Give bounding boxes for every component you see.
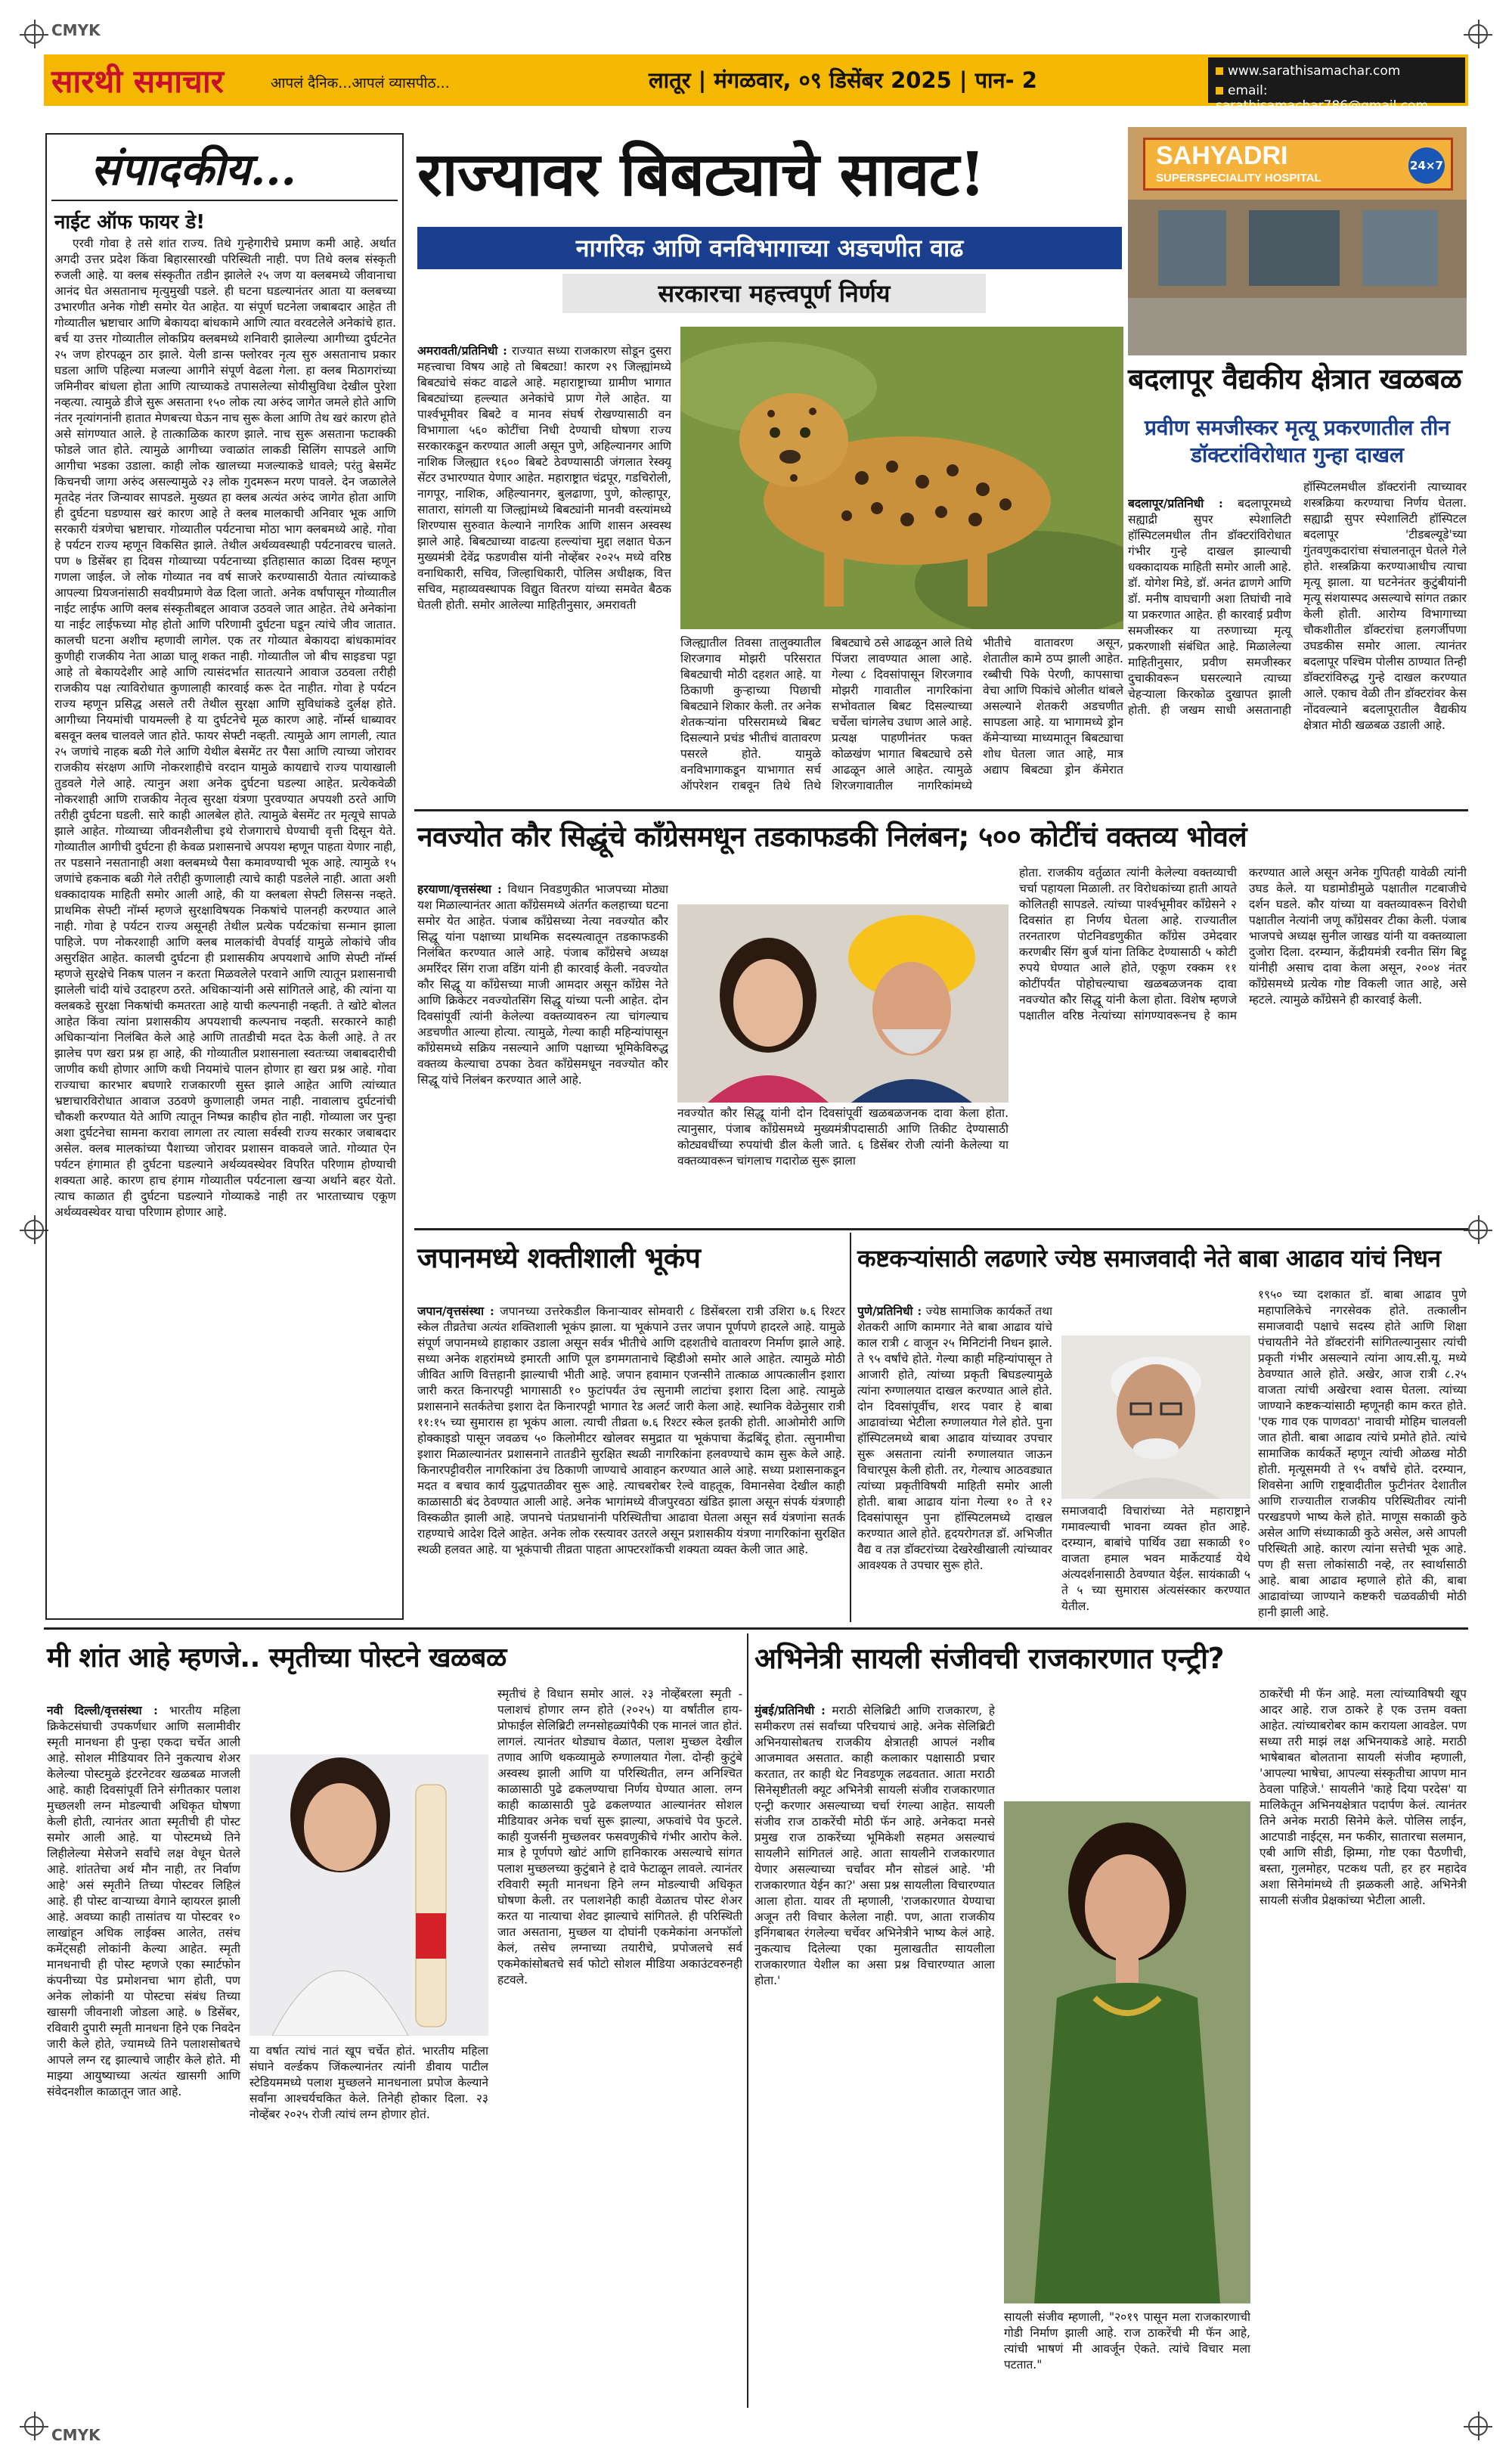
editorial-rule [51, 200, 398, 201]
divider-1 [414, 809, 1468, 811]
registration-mark-bottom-right [1468, 2416, 1488, 2436]
adhav-body-left-text: ज्येष्ठ सामाजिक कार्यकर्ते तथा शेतकरी आणि कामगार नेते बाबा आढाव यांचे काल रात्री ८ वाजून २५ मिनिटांनी निधन झाले. ते ९५ वर्षांचे होते. गेल्या काही महिन्यांपासून ते आजारी होते, त्यांच्या प्रकृती बिघडल्यामुळे त्यांना रुग्णालयात दाखल करण्यात आले होते. दोन दिवसांपूर्वीच, शरद पवार हे बाबा आढावांच्या भेटीला रुग्णालयात गेले होते. पुना हॉस्पिटलमध्ये बाबा आढाव यांच्यावर उपचार सुरू असताना त्यांनी रुग्णालयात जाऊन विचारपूस केली होती. तर, गेल्याच आठवड्यात त्यांच्या प्रकृतीविषयी माहिती समोर आली होती. बाबा आढाव यांना गेल्या १० ते १२ दिवसांपासून पुना हॉस्पिटलमध्ये दाखल करण्यात आले होते. हृदयरोगतज्ञ डॉ. अभिजीत वैद्य व तज्ञ डॉक्टरांच्या देखरेखीखाली त्यांच्यावर आवश्यक ते उपचार सुरू होते. [857, 1304, 1052, 1572]
email-icon [1216, 87, 1223, 95]
sidhu-photo-caption: नवज्योत कौर सिद्धू यांनी दोन दिवसांपूर्वी खळबळजनक दावा केला होता. त्यानुसार, पंजाब काँग्रेसमध्ये मुख्यमंत्रीपदासाठी आणि तिकीट देण्यासाठी कोट्यवधींच्या रुपयांची डील केली जाते. ६ डिसेंबर रोजी त्यांनी केलेल्या या वक्तव्यावरून चांगलाच गदारोळ सुरू झाला [677, 1106, 1009, 1168]
japan-byline: जपान/वृत्तसंस्था : [417, 1304, 494, 1318]
divider-vertical-japan [850, 1233, 851, 1622]
masthead-date-line: लातूर | मंगळवार, ०९ डिसेंबर 2025 | पान- 2 [649, 67, 1037, 93]
sayali-photo [1004, 1801, 1250, 2303]
lead-body-left-text: राज्यात सध्या राजकारण सोडून दुसरा महत्त्वाचा विषय आहे तो बिबट्या! कारण २९ जिल्ह्यांमध्ये बिबट्यांचे संकट वाढले आहे. महाराष्ट्राच्या ग्रामीण भागात बिबट्यांच्या हल्ल्यात अनेकांचे प्राण गेले आहेत. या पार्श्वभूमीवर बिबटे व मानव संघर्ष रोखण्यासाठी वन विभागाला ५६० कोटींचा निधी देण्याची घोषणा राज्य सरकारकडून करण्यात आली असून पुणे, अहिल्यानगर आणि नाशिक जिल्ह्यात १६०० बिबटे ठेवण्यासाठी जंगलात रेस्क्यू सेंटर उभारण्यात येणार आहेत. महाराष्ट्रात चंद्रपूर, गडचिरोली, नागपूर, नाशिक, अहिल्यानगर, बुलढाणा, पुणे, कोल्हापूर, सातारा, सांगली या जिल्ह्यांमध्ये बिबट्यांनी मानवी वस्त्यांमध्ये शिरण्यास सुरुवात केल्याने नागरिक आणि शासन अस्वस्थ झाले आहे. बिबट्याच्या वाढत्या हल्ल्यांचा मुद्दा लक्षात घेऊन मुख्यमंत्री देवेंद्र फडणवीस यांनी नोव्हेंबर २०२५ मध्ये वरिष्ठ वनाधिकारी, सचिव, जिल्हाधिकारी, पोलिस अधीक्षक, वित्त सचिव, महाव्यवस्थापक विद्युत वितरण यांच्या समवेत बैठक घेतली होती. समोर आलेल्या माहितीनुसार, अमरावती [417, 344, 671, 612]
hospital-sign-name: SAHYADRI [1156, 141, 1288, 170]
sidhu-photo [677, 904, 1009, 1103]
smriti-photo [249, 1754, 488, 2036]
japan-body [417, 1287, 845, 1620]
sidhu-body-left [417, 865, 668, 1219]
sidhu-body-left-text: विधान निवडणुकीत भाजपच्या मोठ्या यश मिळाल्यानंतर आता काँग्रेसमध्ये अंतर्गत कलहाच्या घटना समोर येत आहेत. पंजाब काँग्रेसच्या नेत्या नवज्योत कौर सिद्धू यांना पक्षाच्या प्राथमिक सदस्यत्वातून तडकाफडकी निलंबित करण्यात आले आहे. पंजाब काँग्रेसचे अध्यक्ष अमरिंदर सिंग राजा वडिंग यांनी ही कारवाई केली. नवज्योत कौर सिद्धू या काँग्रेसच्या माजी आमदार असून काँग्रेस नेते आणि क्रिकेटर नवज्योतसिंग सिद्धू यांच्या पत्नी आहेत. दोन दिवसांपूर्वी त्यांनी केलेल्या वक्तव्यावरुन त्या चांगल्याच अडचणीत आल्या होत्या. त्यामुळे, गेल्या काही महिन्यांपासून काँग्रेसमध्ये सक्रिय नसल्याने आणि पक्षाच्या भूमिकेविरुद्ध वक्तव्य केल्याचा ठपका ठेवत काँग्रेसमधून नवज्योत कौर सिद्धू यांचे निलंबन करण्यात आले आहे. [417, 883, 668, 1087]
sayali-body-left [754, 1686, 995, 2405]
adhav-photo [1061, 1335, 1250, 1499]
sayali-body-left-text: मराठी सेलिब्रिटी आणि राजकारण, हे समीकरण तसं सर्वांच्या परिचयाचं आहे. अनेक सेलिब्रिटी अभिनयासोबतच राजकीय क्षेत्रातही आपलं नशीब आजमावत असतात. काही कलाकार पक्षासाठी प्रचार करतात, तर काही थेट निवडणूक लढवतात. आता मराठी सिनेसृष्टीतली क्यूट अभिनेत्री सायली संजीव राजकारणात एन्ट्री करणार असल्याच्या चर्चा रंगल्या आहेत. सायली संजीव राज ठाकरेंची मोठी फॅन आहे. अनेकदा मनसे प्रमुख राज ठाकरेंच्या भूमिकेशी सहमत असल्याचं सायलीने सांगितलं आहे. आता सायलीने राजकारणात येणार असल्याच्या चर्चांवर मौन सोडलं आहे. 'मी राजकारणात येईन का?' असा प्रश्न सायलीला विचारण्यात आला होता. यावर ती म्हणाली, 'राजकारणात येण्याचा अजून तरी विचार केलेला नाही. पण, आता राजकीय इनिंगबाबत रंगलेल्या चर्चेवर अभिनेत्रीने भाष्य केलं आहे. नुकत्याच दिलेल्या एका मुलाखतीत सायलीला राजकारणात येशील का असा प्रश्न विचारण्यात आला होता.' [754, 1704, 995, 1987]
hospital-sign-sub: SUPERSPECIALITY HOSPITAL [1156, 172, 1321, 185]
masthead-contact [1208, 57, 1465, 113]
hospital-sign-badge: 24×7 [1408, 147, 1445, 184]
smriti-headline: मी शांत आहे म्हणजे.. स्मृतीच्या पोस्टने खळबळ [47, 1643, 507, 1674]
editorial-box [45, 133, 404, 1620]
lead-byline: अमरावती/प्रतिनिधी : [417, 343, 507, 358]
hospital-byline: बदलापूर/प्रतिनिधी : [1128, 496, 1223, 510]
adhav-byline: पुणे/प्रतिनिधी : [857, 1304, 922, 1318]
masthead-tagline: आपलं दैनिक...आपलं व्यासपीठ... [271, 75, 450, 92]
lead-body-left [417, 327, 671, 797]
adhav-body-right: १९५० च्या दशकात डॉ. बाबा आढाव पुणे महापालिकेचे नगरसेवक होते. तत्कालीन समाजवादी पक्षाचे सदस्य होते आणि शिक्षा पंचायतीने नेते डॉक्टरांनी सांगितल्यानुसार त्यांची प्रकृती गंभीर असल्याने त्यांना आय.सी.यू. मध्ये ठेवण्यात आले होते. अखेर, आज रात्री ८.२५ वाजता त्यांची अखेरचा श्वास घेतला. त्यांच्या जाण्याने कष्टकऱ्यांसाठी म्हणूनही काम करत होते. 'एक गाव एक पाणवठा' नावाची मोहिम चालवली जात होती. बाबा आढाव त्यांचे प्रमोते होते. त्यांचे सामाजिक कार्यकर्ते म्हणून त्यांची ओळख मोठी होती. मृत्यूसमयी ते ९५ वर्षांचे होते. दरम्यान, शिवसेना आणि राष्ट्रवादीतील फुटीनंतर देशातील आणि राज्यातील राजकीय परिस्थितीवर त्यांनी परखडपणे भाष्य केले होते. माणूस सकाळी कुठे असेल आणि संध्याकाळी कुठे असेल, असे आपली परिस्थिती आहे. कारण त्यांना सत्तेची भूक आहे. पण ही सत्ता लोकांसाठी नव्हे, तर स्वार्थासाठी आहे. बाबा आढाव म्हणाले होते की, बाबा आढावांच्या जाण्याने कष्टकरी चळवळीची मोठी हानी झाली आहे. [1258, 1288, 1467, 1619]
registration-mark-top-left [24, 24, 44, 44]
lead-subhead-2: सरकारचा महत्त्वपूर्ण निर्णय [562, 274, 986, 313]
cmyk-mark-bottom: CMYK [51, 2426, 101, 2444]
divider-3 [44, 1627, 1468, 1630]
leopard-illustration [680, 327, 1123, 629]
registration-mark-bottom-left [24, 2416, 44, 2436]
sayali-headline: अभिनेत्री सायली संजीवची राजकारणात एन्ट्री? [754, 1642, 1225, 1675]
divider-2 [414, 1228, 1468, 1230]
smriti-body-right: स्मृतीचं हे विधान समोर आलं. २३ नोव्हेंबरला स्मृती - पलाशचं होणार लग्न होते (२०२५) या वर्षांतील हाय-प्रोफाईल सेलिब्रिटी लग्नसोहळ्यांपैकी एक मानलं जात होतं. लागलं. त्यानंतर थोड्याच वेळात, पलाश मुच्छल देखील तणाव आणि थकव्यामुळे रुग्णालयात गेला. दोन्ही कुटुंबे अस्वस्थ झाली आणि या परिस्थितीत, लग्न अनिश्चित काळासाठी पुढे ढकलण्याचा निर्णय घेण्यात आला. लग्न काही काळासाठी पुढे ढकलण्यात आल्यानंतर सोशल मीडियावर अनेक चर्चा सुरू झाल्या, अफवांचे पेव फुटले. काही युजर्सनी मुच्छलवर फसवणुकीचे गंभीर आरोप केले. मात्र हे पूर्णपणे खोटं आणि हानिकारक असल्याचे सांगत पलाश मुच्छलच्या कुटुंबाने हे दावे फेटाळून लावले. त्यानंतर रविवारी स्मृती मानधना हिने लग्न मोडल्याची अधिकृत घोषणा केली. तर पलाशनेही काही वेळातच पोस्ट शेअर करत या नात्याचा शेवट झाल्याचे सांगितले. ही परिस्थिती जात असताना, मुच्छल या दोघांनी एकमेकांना अनफॉलो केलं, तसेच लग्नाच्या तयारीचे, प्रपोजलचे सर्व एकमेकांसोबतचे सर्व फोटो सोशल मीडिया अकाउंटवरुनही हटवले. [497, 1687, 742, 1987]
smriti-byline: नवी दिल्ली/वृत्तसंस्था : [47, 1703, 158, 1717]
web-icon [1216, 67, 1223, 75]
sayali-byline: मुंबई/प्रतिनिधी : [754, 1703, 826, 1717]
adhav-portrait-illustration [1061, 1335, 1250, 1499]
website-link[interactable]: www.sarathisamachar.com [1228, 64, 1401, 79]
masthead-band [44, 54, 1468, 113]
email-link[interactable]: email: sarathisamachar786@gmail.com [1216, 83, 1428, 113]
lead-body-bottom: जिल्ह्यातील तिवसा तालुक्यातील शिरजगाव मोझरी परिसरात बिबट्याची मोठी दहशत आहे. या ठिकाणी कुऱ्हाच्या पिछाची बिबट्याने शिकार केली. तर अनेक शेतकऱ्यांना परिसरामध्ये बिबट दिसल्याने प्रचंड भीतीचं वातावरण पसरले होते. यामुळे वनविभागाकडून याभागात सर्च ऑपरेशन राबवून तिथे तिथे बिबट्याचे ठसे आढळून आले तिथे पिंजरा लावण्यात आला आहे. गेल्या ८ दिवसांपासून शिरजगाव मोझरी गावातील नागरिकांना सभोवताल बिबट दिसल्याच्या चर्चेला चांगलेच उधाण आले आहे. प्रत्यक्ष पाहणीनंतर फक्त कोळखंण भागात बिबट्याचे ठसे आढळून आले आहेत. त्यामुळे शिरजगावातील नागरिकांमध्ये भीतीचे वातावरण असून, शेतातील कामे ठप्प झाली आहेत. रब्बीची पिके पेरणी, कापसाचा वेचा आणि पिकांचे ओलीत थांबले असल्याने शेतकरी अडचणीत सापडला आहे. या भागामध्ये ड्रोन कॅमेऱ्याच्या माध्यमातून बिबट्याचा शोध घेतला जात आहे, मात्र अद्याप बिबट्या ड्रोन कॅमेरात [680, 636, 1123, 793]
japan-body-text: जपानच्या उत्तरेकडील किनाऱ्यावर सोमवारी ८ डिसेंबरला रात्री उशिरा ७.६ रिश्टर स्केल तीव्रतेचा अत्यंत शक्तिशाली भूकंप झाला. या भूकंपाने उत्तर जपान पूर्णपणे हादरले आहे. यामुळे संपूर्ण जपानमध्ये हाहाकार उडाला असून सर्वत्र भीतीचे आणि दहशतीचे वातावरण निर्माण झाले आहे. सध्या अनेक शहरांमध्ये इमारती आणि पूल डगमगतानाचे व्हिडीओ समोर आले आहेत. त्यामुळे मोठी जीवित आणि वित्तहानी झाल्याची भीती आहे. जपान हवामान एजन्सीने तात्काळ आपत्कालीन इशारा जारी करत किनारपट्टी भागासाठी १० फुटांपर्यंत उंच त्सुनामी लाटांचा इशारा दिला आहे. त्यामुळे प्रशासनाने सतर्कतेचा इशारा देत किनारपट्टी भागात रेड अलर्ट जारी केला आहे. स्थानिक वेळेनुसार रात्री ११:१५ च्या सुमारास हा भूकंप आला. त्याची तीव्रता ७.६ रिश्टर स्केल इतकी होती. आओमोरी आणि होक्काइडो पासून जवळच ५० किलोमीटर खोलवर समुद्रात या भूकंपाचा केंद्रबिंदू होता. त्सुनामीचा इशारा मिळाल्यानंतर प्रशासनाने तातडीने सुरक्षित स्थळी नागरिकांना हलवण्याचे काम सुरू केले आहे. किनारपट्टीवरील नागरिकांना उंच ठिकाणी जाण्याचे आवाहन करण्यात आले आहे. सध्या प्रशासनाकडून मदत व बचाव कार्य युद्धपातळीवर सुरू आहे. त्याचबरोबर रेल्वे वाहतूक, विमानसेवा देखील काही काळासाठी बंद ठेवण्यात आली आहे. अनेक भागांमध्ये वीजपुरवठा खंडित झाला असून संपर्क यंत्रणाही विस्कळीत झाली आहे. जपानचे पंतप्रधानांनी परिस्थितीचा आढावा घेतला असून सर्व यंत्रणांना सतर्क राहण्याचे आदेश दिले आहेत. अनेक लोक रस्त्यावर उतरले असून प्रशासकीय यंत्रणा नागरिकांना सुरक्षित स्थळी हलवत आहे. या भूकंपाची तीव्रता पाहता आफ्टरशॉकची शक्यता व्यक्त केली जात आहे. [417, 1304, 845, 1556]
sidhu-byline: हरयाणा/वृत्तसंस्था : [417, 882, 502, 896]
cmyk-mark-top: CMYK [51, 21, 101, 39]
hospital-body-text: बदलापूरमध्ये सह्याद्री सुपर स्पेशालिटी हॉस्पिटलमधील तीन डॉक्टरांविरोधात गंभीर गुन्हे दाखल झाल्याची धक्कादायक माहिती समोर आली आहे. डॉ. योगेश मिडे, डॉ. अनंत ढाणगे आणि डॉ. मनीष वाघचागी अशा तिघांची नावे या प्रकरणात आहेत. ही कारवाई प्रवीण समजीस्कर या तरुणाच्या मृत्यू प्रकरणाशी संबंधित आहे. मिळालेल्या माहितीनुसार, प्रवीण समजीस्कर दुचाकीवरून घसरल्याने त्याच्या चेहऱ्याला किरकोळ दुखापत झाली होती. ही जखम साधी असतानाही हॉस्पिटलमधील डॉक्टरांनी त्याच्यावर शस्त्रक्रिया करण्याचा निर्णय घेतला. सह्याद्री सुपर स्पेशालिटी हॉस्पिटल बदलापूर 'टीडबल्यूडे'च्या गुंतवणुकदारांचा संचालनातून घेतले गेले होते. शस्त्रक्रिया करण्याआधीच त्याचा मृत्यू झाला. या घटनेनंतर कुटुंबीयांनी मृत्यू संशयास्पद असल्याचे सांगत तक्रार केली होती. आरोग्य विभागाच्या चौकशीतील डॉक्टरांचा हलगर्जीपणा उघडकीस समोर आला. त्यानंतर बदलापूर पश्चिम पोलीस ठाण्यात तिन्ही डॉक्टरांविरुद्ध गुन्हे दाखल करण्यात आले. एकाच वेळी तीन डॉक्टरांवर केस नोंदवल्याने बदलापूरातील वैद्यकीय क्षेत्रात मोठी खळबळ उडाली आहे. [1128, 480, 1467, 732]
editorial-section-label: संपादकीय... [91, 144, 296, 195]
editorial-title: नाईट ऑफ फायर डे! [54, 211, 206, 234]
registration-mark-top-right [1468, 24, 1488, 44]
registration-mark-mid-right [1468, 1220, 1488, 1239]
smriti-portrait-illustration [249, 1754, 488, 2036]
adhav-body-left [857, 1287, 1052, 1620]
smriti-body-left [47, 1686, 240, 2405]
sidhu-headline: नवज्योत कौर सिद्धूंचे काँग्रेसमधून तडकाफडकी निलंबन; ५०० कोटींचं वक्तव्य भोवलं [417, 821, 1247, 853]
sayali-portrait-illustration [1004, 1801, 1250, 2303]
smriti-photo-caption: या वर्षात त्यांचं नातं खूप चर्चेत होतं. भारतीय महिला संघाने वर्ल्डकप जिंकल्यानंतर त्यांनी डीवाय पाटील स्टेडियममध्ये पलाश मुच्छलने मानधनाला प्रपोज केल्याने सर्वांना आश्चर्यचकित केले. तिनेही होकार दिला. २३ नोव्हेंबर २०२५ रोजी त्यांचं लग्न होणार होतं. [249, 2044, 488, 2121]
divider-vertical-bottom [747, 1633, 748, 2408]
leopard-photo [680, 327, 1123, 629]
lead-subhead-1: नागरिक आणि वनविभागाच्या अडचणीत वाढ [417, 227, 1122, 269]
japan-headline: जपानमध्ये शक्तीशाली भूकंप [417, 1242, 701, 1274]
adhav-headline: कष्टकऱ्यांसाठी लढणारे ज्येष्ठ समाजवादी नेते बाबा आढाव यांचं निधन [857, 1244, 1441, 1273]
hospital-sign [1143, 138, 1453, 191]
sidhu-body-right: होता. राजकीय वर्तुळात त्यांनी केलेल्या वक्तव्याची चर्चा पहायला मिळाली. तर विरोधकांच्या हाती आयते कोलितही सापडले. त्यांच्या पार्श्वभूमीवर काँग्रेसने २ दिवसांत हा निर्णय घेतला आहे. राज्यातील तरनतारण पोटनिवडणुकीत काँग्रेस उमेदवार करणबीर सिंग बुर्ज यांना तिकिट देण्यासाठी ५ कोटी रुपये घेण्यात आले होते, एकूण रक्कम ११ कोटींपर्यंत पोहोचल्याचा खळबळजनक दावा नवज्योत कौर सिद्धू यांनी केला होता. विशेष म्हणजे पक्षातील वरिष्ठ नेत्यांच्या सांगण्यावरूनच हे काम करण्यात आले असून अनेक गुपितही यावेळी त्यांनी उघड केले. या घडामोडीमुळे पक्षातील गटबाजीचे दर्शन घडले. कौर यांच्या या वक्तव्यावरून विरोधी पक्षातील नेत्यांनी जणू काँग्रेसवर टीका केली. पंजाब भाजपचे अध्यक्ष सुनील जाखड यांनी या वक्तव्याला दुजोरा दिला. दरम्यान, केंद्रीयमंत्री रवनीत सिंग बिट्टू यांनीही असाच दावा केला असून, २००४ नंतर काँग्रेसमध्ये प्रत्येक गोष्ट विकली जात आहे, असे म्हटले. त्यामुळे काँग्रेसने ही कारवाई केली. [1019, 866, 1467, 1022]
hospital-body [1128, 479, 1467, 797]
sayali-body-right: ठाकरेंची मी फॅन आहे. मला त्यांच्याविषयी खूप आदर आहे. राज ठाकरे हे एक उत्तम वक्ता आहेत. त्यांच्याबरोबर काम करायला आवडेल. पण सध्या तरी माझं लक्ष अभिनयाकडे आहे. मराठी भाषेबाबत बोलताना सायली संजीव म्हणाली, 'आपल्या भाषेचा, आपल्या संस्कृतीचा आपण मान ठेवला पाहिजे.' सायलीने 'काहे दिया परदेस' या मालिकेतून अभिनयक्षेत्रात पदार्पण केलं. त्यानंतर तिने अनेक मराठी सिनेमे केले. पोलिस लाईन, आटपाडी नाईट्स, मन फकीर, सातारचा सलमान, एबी आणि सीडी, झिम्मा, गोष्ट एका पैठणीची, बस्ता, गुलमोहर, पटकथ पती, हर हर महादेव अशा सिनेमांमध्ये ती झळकली आहे. अभिनेत्री सायली संजीव प्रेक्षकांच्या भेटीला आली. [1259, 1687, 1467, 1907]
hospital-photo [1128, 127, 1467, 355]
hospital-headline: बदलापूर वैद्यकीय क्षेत्रात खळबळ [1128, 362, 1462, 396]
registration-mark-mid-left [24, 1220, 44, 1239]
editorial-body: एरवी गोवा हे तसे शांत राज्य. तिथे गुन्हेगारीचे प्रमाण कमी आहे. अर्थात अगदी उत्तर प्रदेश किंवा बिहारसारखी परिस्थिती नाही. पण तिथे क्लब संस्कृती रुजली आहे. या क्लब संस्कृतीत तडीन झालेले २५ जण या क्लबमध्ये जीवानाचा आनंद घेत असतानाच मृत्युमुखी पडले. ही घटना घडल्यानंतर आता या क्लबच्या उभारणीत अनेक गोष्टी समोर येत आहेत. या संपूर्ण घटनेला जबाबदार आहेत ती गोव्यातील भ्रष्टाचार आणि बेकायदा बांधकामे आणि त्यात वरवटलेले अनेकांचे हात. बर्च या उत्तर गोव्यातील लोकप्रिय क्लबमध्ये शनिवारी झालेल्या आगीच्या दुर्घटनेत २५ जण होरपळून ठार झाले. येली डान्स फ्लोरवर नृत्य सुरु असतानाच प्रकार घडला आणि पहिल्या मजल्या आगीने संपूर्ण वेढला गेला. हा क्लब मिठागरांच्या जमिनीवर बांधला होता आणि त्याच्याकडे तपासलेल्या सोयीसुविधा देखील पुरेशा नव्हत्या. त्यामुळे डीजे सुरू असताना १५० लोक त्या अरुंद जागेत जमले होते आणि नंतर नृत्यांगनांनी हातात मेणबत्त्या घेऊन नाच सुरू केला आणि तेथ खरं कारण होते असे सांगण्यात आले. हे तात्काळिक कारण झाले. नाच सुरू असताना फटाक्की फोडले जात होते. त्यामुळे आगीच्या ज्वाळांत लाकडी सिलिंग सापडले आणि आगीचा भडका उडाला. काही लोक खालच्या मजल्याकडे धावले; परंतु बेसमेंट किचनची जागा अरुंद असल्यामुळे २३ लोक गुदमरून मरण पावले. देन जळालेले मृतदेह नंतर जिन्यावर सापडले. मुख्यत हा क्लब अत्यंत अरुंद जागेत होता आणि ही दुर्घटना घडण्यास खरं कारण आहे ते क्लब मालकाची अनिवार भूक आणि सरकारी यंत्रणेचा भ्रष्टाचार. गोव्यातील पर्यटनाचा मोठा भाग क्लबमध्ये आहे. गोवा हे पर्यटन राज्य म्हणून विकसित झाले. तेथील अर्थव्यवस्थाही पर्यटनावरच चालते. पण ७ डिसेंबर हा दिवस गोव्याच्या पर्यटनाच्या इतिहासात काळा दिवस म्हणून गणला जाईल. जे लोक गोव्यात नव वर्ष साजरे करण्यासाठी येतात त्यांच्याकडे आपल्या प्रियजनांसाठी सवयीप्रमाणे वेळ दिला जातो. अनेक वर्षांपासून गोव्यातील नाईट लाईफ आणि क्लब संस्कृतीबद्दल आवाज उठवले जात आहेत. तेथे अनेकांना या नाईट लाईफच्या मोह होतो आणि परिणामी दुर्घटना घडून त्यांचे जीव जातात. कालची घटना अशीच म्हणावी लागेल. एक तर गोव्यात बेकायदा बांधकामांवर कुणीही राजकीय नेता आळा घालू शकत नाही. गोव्यातील जो बीच साइडचा पट्टा आहे तो बेकायदेशीर आहे आणि त्यासंदर्भात सातत्याने आवाज उठवला तरीही राजकीय पक्ष त्याविरोधात कुणालाही कारवाई करू देत नाहीत. गोवा हे पर्यटन राज्य म्हणून प्रसिद्ध असले तरी तेथील सुरक्षा आणि सुविधांकडे दुर्लक्ष होते. आगीच्या नियमांची पायमल्ली हे या दुर्घटनेचे मूळ कारण आहे. नॉर्म्स धाब्यावर बसवून क्लब चालवले जात होते. फायर सेफ्टी नव्हती. त्यामुळे आग लागली, त्यात २५ जणांचे नाहक बळी गेले आणि येथील बेसमेंट तर पैसा आणि त्याच्या जोरावर राजकीय संरक्षण आणि नोकरशाहीचे वरदान यामुळे कायद्याचे राज्य पायाखाली तुडवले गेले आहे. त्यानुन अशा अनेक दुर्घटना घडल्या आहेत. प्रत्येकवेळी नोकरशाही आणि राजकीय नेतृत्व सुरक्षा यंत्रणा पुरवण्यात अपयशी ठरते आणि तरीही दुर्घटना घडली. सारे काही आलबेल होते. त्यामुळे बेसमेंट तर मृत्यूचे सापळे झाले आहेत. गोव्याच्या जीवनशैलीचा इथे रोजगाराचे घेण्याची वृत्ती दिसून येते. गोव्यातील आगीची दुर्घटना ही केवळ प्रशासनाचे अपयश म्हणून पाहता येणार नाही, तर पडसाने नसतानाही अशा क्लबमध्ये पैसा कमावण्याची भूक आहे. त्यामुळे १५ जणांचे हकनाक बळी गेले तरीही कुणालाही त्याचे काही पडलेले नाही. आता अशी धक्कादायक माहिती समोर आली आहे, की या क्लबला सेफ्टी लिसन्स नव्हते. प्राथमिक सेफ्टी नॉर्म्स म्हणजे सुरक्षाविषयक निकषांचे पालनही करण्यात आले नाही. गोवा हे पर्यटन राज्य असूनही तेथील प्रत्येक पर्यटकांचा सन्मान झाला पाहिजे. पण नोकरशाही आणि क्लब मालकांची वेपर्वाई यामुळे लोकांचे जीव असुरक्षित आहेत. कालची दुर्घटना ही प्रशासकीय अपयशाचे आणि सेफ्टी नॉर्म्स म्हणजे सुरक्षेचे निकष पालन न करता मिळवलेले परवाने आणि त्यातून प्रशासनाची झालेली चांदी यांचे उदाहरण ठरते. अधिकाऱ्यांनी असे सांगितले आहे, की त्यांना या क्लबकडे सुरक्षा निकषांची कमतरता आहे याची कल्पनाही नव्हती. ते खोटे बोलत आहेत किंवा त्यांना प्रशासकीय अपयशाची कल्पनाच नव्हती. सरकारने काही अधिकाऱ्यांना निलंबित केले आहे आणि तातडीची मदत देऊ केली आहे. ते तर झालेच पण खरा प्रश्न हा आहे, की गोव्यातील प्रशासनाला स्वतःच्या जबाबदारीची जाणीव कधी होणार आणि कधी नियमांचे पालन होणार हा खरा प्रश्न आहे. गोवा राज्याचा कारभार बघणारे राजकारणी सुस्त झाले आहेत आणि त्यांच्यात भ्रष्टाचारविरोधात आवाज उठवणे कुणालाही जमत नाही. नावालाच दुर्घटनांची चौकशी करण्यात येते आणि त्यातून निष्पन्न काहीच होत नाही. गोव्याला जर पुन्हा अशा दुर्घटनेचा सामना करावा लागला तर त्याला सर्वस्वी राज्य सरकार जबाबदार असेल. क्लब मालकांच्या पैशाच्या जोरावर प्रशासन वाकवले जाते. गोव्यात ऐन पर्यटन हंगामात ही दुर्घटना घडल्याने अर्थव्यवस्थेवर विपरित परिणाम होण्याची शक्यता आहे. कारण हाच हंगाम गोव्यातील पर्यटनाला खऱ्या अर्थाने बहर येतो. त्याच काळात ही दुर्घटना घडल्याने गोव्याकडे नाही तर भारताच्याच एकूण अर्थव्यवस्थेवर याचा परिणाम होणार आहे. [54, 237, 396, 1219]
hospital-subhead: प्रवीण समजीस्कर मृत्यू प्रकरणातील तीन डॉक्टरांविरोधात गुन्हा दाखल [1145, 415, 1450, 467]
sidhu-couple-illustration [677, 904, 1009, 1103]
adhav-photo-caption: समाजवादी विचारांच्या नेते महाराष्ट्राने गमावल्याची भावना व्यक्त होत आहे. दरम्यान, बाबांचे पार्थिव उद्या सकाळी १० वाजता हमाल भवन मार्केटयार्ड येथे अंत्यदर्शनासाठी ठेवण्यात येईल. सायंकाळी ५ ते ५ च्या सुमारास अंत्यसंस्कार करण्यात येतील. [1061, 1504, 1250, 1613]
smriti-body-left-text: भारतीय महिला क्रिकेटसंघाची उपकर्णधार आणि सलामीवीर स्मृती मानधना ही पुन्हा एकदा चर्चेत आली आहे. सोशल मीडियावर तिने नुकत्याच शेअर केलेल्या पोस्टमुळे इंटरनेटवर खळबळ माजली आहे. काही दिवसांपूर्वी तिने संगीतकार पलाश मुच्छलशी लग्न मोडल्याची अधिकृत घोषणा केली होती, त्यानंतर आता स्मृतीची ही पोस्ट समोर आली आहे. या पोस्टमध्ये तिने लिहीलेल्या मेसेजने सर्वांचे लक्ष वेधून घेतले आहे. शांततेचा अर्थ मौन नाही, तर निर्वाण आहे' असं स्मृतीने तिच्या पोस्टवर लिहिलं आहे. ही पोस्ट वाऱ्याच्या वेगाने व्हायरल झाली आहे. अवघ्या काही तासांतच या पोस्टवर १० लाखांहून अधिक लाईक्स आलेत, तसंच कमेंट्सही लोकांनी केल्या आहेत. स्मृती मानधनाची ही पोस्ट म्हणजे एका स्मार्टफोन कंपनीच्या पेड प्रमोशनचा भाग होती, पण अनेक लोकांनी या पोस्टचा संबंध तिच्या खासगी जीवनाशी जोडला आहे. ७ डिसेंबर, रविवारी दुपारी स्मृती मानधना हिने एक निवदेन जारी केले होते, ज्यामध्ये तिने पलाशसोबतचे आपले लग्न रद्द झाल्याचे जाहीर केले होते. मी माझ्या आयुष्याच्या अत्यंत खासगी आणि संवेदनशील काळातून जात आहे. [47, 1704, 240, 2099]
sayali-photo-caption: सायली संजीव म्हणाली, "२०१९ पासून मला राजकारणाची गोडी निर्माण झाली आहे. राज ठाकरेंची मी फॅन आहे, त्यांची भाषणं मी आवर्जून ऐकते. त्यांचे विचार मला पटतात." [1004, 2310, 1250, 2372]
masthead-title: सारथी समाचार [51, 63, 224, 100]
lead-headline: राज्यावर बिबट्याचे सावट! [417, 138, 986, 209]
